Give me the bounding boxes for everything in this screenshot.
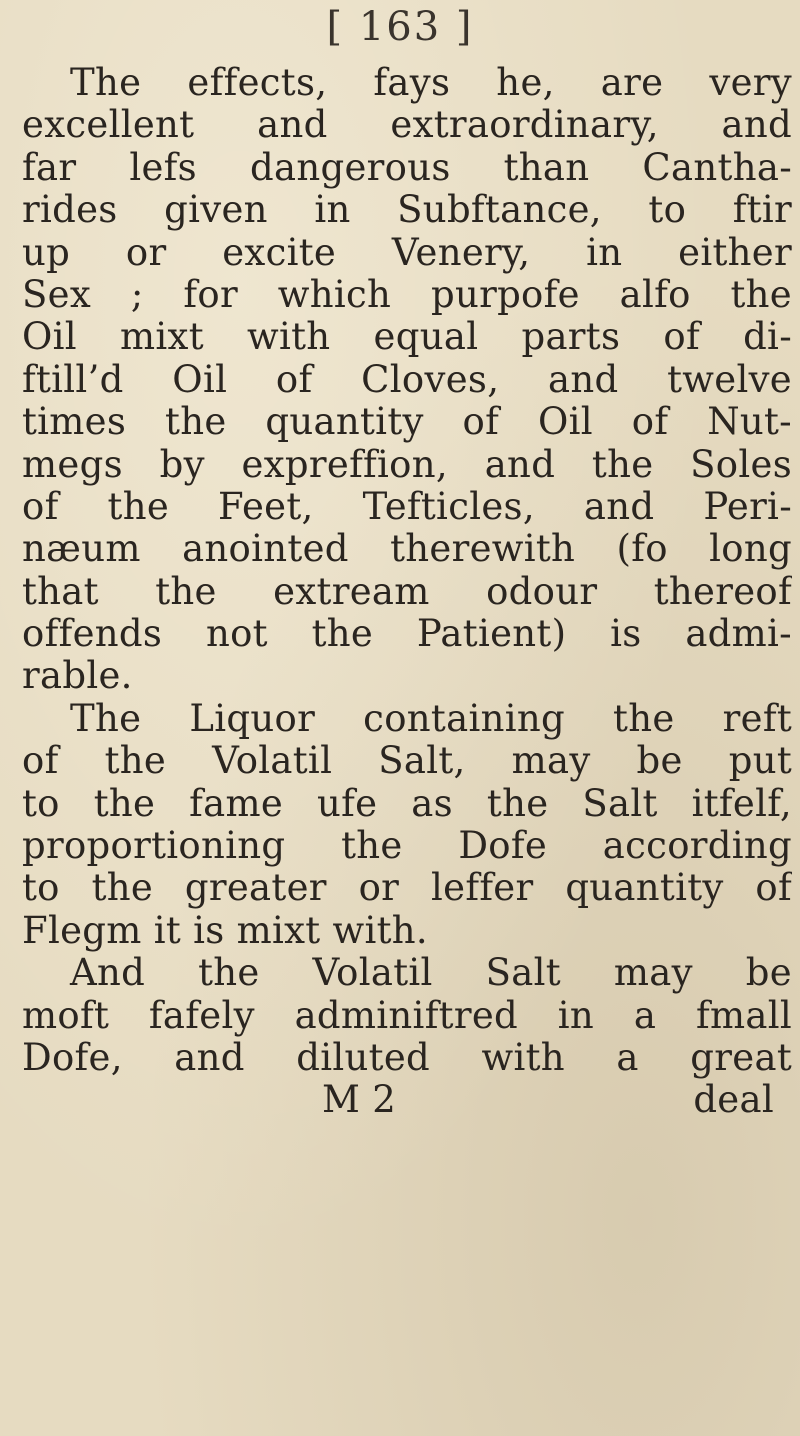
page-number: [ 163 ] xyxy=(326,4,474,50)
text-line: næum anointed therewith (fo long xyxy=(22,528,792,571)
catchword: deal xyxy=(693,1079,774,1122)
text-line: Flegm it is mixt with. xyxy=(22,909,428,952)
text-line: The Liquor containing the reft xyxy=(70,697,792,740)
text-line: to the greater or leffer quantity of xyxy=(22,867,792,910)
body-text xyxy=(22,62,792,1122)
text-line: megs by expreffion, and the Soles xyxy=(22,443,792,486)
text-line: moft fafely adminiftred in a fmall xyxy=(22,994,792,1037)
text-line: of the Feet, Tefticles, and Peri- xyxy=(22,485,792,528)
text-line: that the extream odour thereof xyxy=(22,570,792,613)
text-line: rable. xyxy=(22,655,133,698)
text-line: far lefs dangerous than Cantha- xyxy=(22,146,792,189)
text-line: times the quantity of Oil of Nut- xyxy=(22,401,792,444)
page-footer xyxy=(22,1079,792,1121)
text-line: excellent and extraordinary, and xyxy=(22,104,792,147)
text-line: to the fame ufe as the Salt itfelf, xyxy=(22,782,792,825)
text-line: ftill’d Oil of Cloves, and twelve xyxy=(22,358,792,401)
text-line: Sex ; for which purpofe alfo the xyxy=(22,273,792,316)
text-line: Oil mixt with equal parts of di- xyxy=(22,316,792,359)
text-line: up or excite Venery, in either xyxy=(22,231,792,274)
text-line: Dofe, and diluted with a great xyxy=(22,1036,792,1079)
text-line: proportioning the Dofe according xyxy=(22,825,792,868)
text-line: rides given in Subftance, to ftir xyxy=(22,189,792,232)
text-line: And the Volatil Salt may be xyxy=(70,952,792,995)
signature-mark: M 2 xyxy=(322,1079,397,1122)
text-line: The effects, fays he, are very xyxy=(70,62,792,104)
text-line: offends not the Patient) is admi- xyxy=(22,613,792,656)
text-line: of the Volatil Salt, may be put xyxy=(22,740,792,783)
